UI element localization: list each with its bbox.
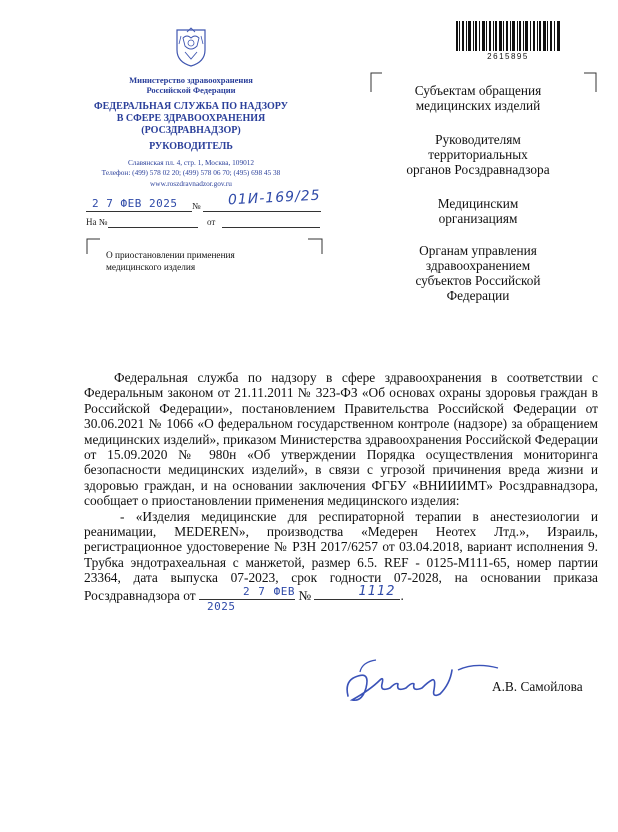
ot-line [222, 227, 320, 228]
na-line [108, 227, 198, 228]
number-sign: № [192, 201, 201, 211]
date-stamp: 2 7 ФЕВ 2025 [92, 197, 178, 210]
head-title: РУКОВОДИТЕЛЬ [149, 141, 233, 152]
barcode-number: 2615895 [487, 52, 529, 61]
handwritten-signature [340, 650, 500, 710]
phones: Телефон: (499) 578 02 20; (499) 578 06 70; (495) 698 45 38 [101, 168, 281, 177]
addressee-health-authorities: Органам управления здравоохранением субъектов Российской Федерации [415, 243, 541, 303]
ministry-name: Министерство здравоохранения Российской Федерации [129, 75, 253, 95]
subject: О приостановлении применения медицинского изделия [106, 251, 235, 273]
addressee-subjects: Субъектам обращения медицинских изделий [414, 83, 542, 113]
body-paragraph-2: - «Изделия медицинские для респираторной терапии в анестезиологии и реанимации, MEDEREN», производства «Медерен Неотех Лтд.», Израиль, регистрационное удостоверение № РЗН 2017/6257 от 03.04.2018, вариант исполнения 9. Трубка эндотрахеальная с манжетой, размер 6.5. REF - 0125-M111-65, номер партии 23364, дата выпуска 07-2023, срок годности 07-2028, на основании приказа Росздравнадзора от 2 7 ФЕВ 2025 № 1112 . [84, 508, 598, 614]
registration-number: 01И-169/25 [227, 187, 321, 209]
service-name: ФЕДЕРАЛЬНАЯ СЛУЖБА ПО НАДЗОРУ В СФЕРЕ ЗДРАВООХРАНЕНИЯ (РОСЗДРАВНАДЗОР) [94, 101, 288, 136]
ot-label: от [207, 217, 216, 227]
order-date-field: 2 7 ФЕВ 2025 [199, 586, 295, 600]
na-label: На № [86, 217, 108, 227]
number-line [203, 211, 321, 212]
addressee-medical-orgs: Медицинским организациям [437, 196, 519, 226]
date-line [86, 211, 192, 212]
address: Славянская пл. 4, стр. 1, Москва, 109012 [127, 158, 255, 167]
order-number-field: 1112 [314, 586, 400, 600]
signatory-name: А.В. Самойлова [492, 679, 583, 694]
barcode [456, 21, 560, 51]
body-paragraph-1: Федеральная служба по надзору в сфере здравоохранения в соответствии с Федеральным законом от 21.11.2011 № 323-ФЗ «Об основах охраны здоровья граждан в Российской Федерации», постановлением Правительства Российской Федерации от 30.06.2021 № 1066 «О федеральном государственном контроле (надзоре) за обращением медицинских изделий», приказом Министерства здравоохранения Российской Федерации от 15.09.2020 № 980н «Об утверждении Порядка осуществления мониторинга безопасности медицинских изделий», в связи с угрозой причинения вреда жизни и здоровью граждан, и на основании заключения ФГБУ «ВНИИИМТ» Росздравнадзора, сообщает о приостановлении применения медицинского изделия: [84, 370, 598, 509]
coat-of-arms-emblem [173, 26, 209, 68]
addressee-territorial: Руководителям территориальных органов Росздравнадзора [406, 132, 550, 177]
letter-body [84, 370, 598, 614]
website: www.roszdravnadzor.gov.ru [150, 179, 232, 188]
